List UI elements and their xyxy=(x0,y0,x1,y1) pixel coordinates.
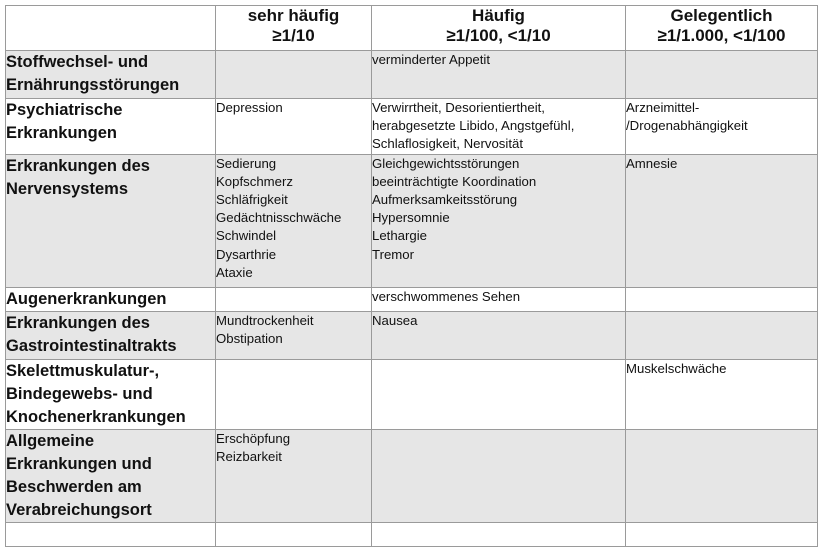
side-effect-entry: verschwommenes Sehen xyxy=(372,288,521,304)
gelegentlich-cell xyxy=(626,522,818,546)
side-effect-entry: herabgesetzte Libido, Angstgefühl, xyxy=(372,118,575,134)
side-effect-entry: Muskelschwäche xyxy=(626,360,727,376)
header-frequency: ≥1/1.000, <1/100 xyxy=(657,26,786,45)
sehr-haeufig-cell xyxy=(216,154,372,287)
side-effect-entry: Schwindel xyxy=(216,228,277,244)
table-row xyxy=(6,51,818,99)
haeufig-cell xyxy=(372,359,626,429)
organ-class-cell xyxy=(6,429,216,522)
organ-class-label: Verabreichungsort xyxy=(6,500,152,519)
organ-class-label: Ernährungsstörungen xyxy=(6,76,180,94)
side-effect-entry: Arzneimittel- xyxy=(626,100,700,115)
sehr-haeufig-cell xyxy=(216,51,372,99)
organ-class-label: Bindegewebs- und xyxy=(6,384,153,403)
organ-class-cell xyxy=(6,522,216,546)
side-effect-entry: Hypersomnie xyxy=(372,210,450,226)
side-effect-entry: /Drogenabhängigkeit xyxy=(626,118,748,134)
side-effect-entry: Gedächtnisschwäche xyxy=(216,210,342,226)
organ-class-label: Erkrankungen des xyxy=(6,156,150,175)
organ-class-cell xyxy=(6,51,216,99)
side-effect-entry: verminderter Appetit xyxy=(372,52,491,67)
header-frequency: ≥1/100, <1/10 xyxy=(446,26,551,45)
header-sehr-haeufig xyxy=(216,6,372,51)
side-effect-entry: Aufmerksamkeitsstörung xyxy=(372,192,518,208)
table-row xyxy=(6,311,818,359)
side-effect-entry: Lethargie xyxy=(372,228,427,244)
side-effect-entry: Nausea xyxy=(372,312,418,328)
sehr-haeufig-cell xyxy=(216,359,372,429)
sehr-haeufig-cell xyxy=(216,522,372,546)
table-body xyxy=(6,51,818,547)
table-row xyxy=(6,522,818,546)
haeufig-cell xyxy=(372,154,626,287)
side-effect-entry: Reizbarkeit xyxy=(216,448,282,464)
sehr-haeufig-cell xyxy=(216,99,372,155)
haeufig-cell xyxy=(372,311,626,359)
side-effect-entry: Erschöpfung xyxy=(216,430,291,446)
organ-class-label: Knochenerkrankungen xyxy=(6,407,186,426)
header-label: sehr häufig xyxy=(247,6,340,25)
side-effect-entry: Obstipation xyxy=(216,330,283,346)
organ-class-cell xyxy=(6,287,216,311)
organ-class-label: Allgemeine xyxy=(6,431,95,450)
header-corner-cell xyxy=(6,6,216,51)
haeufig-cell xyxy=(372,522,626,546)
organ-class-cell xyxy=(6,154,216,287)
side-effect-entry: Dysarthrie xyxy=(216,246,277,262)
organ-class-cell xyxy=(6,311,216,359)
table-row xyxy=(6,429,818,522)
table-row xyxy=(6,99,818,155)
side-effect-entry: Verwirrtheit, Desorientiertheit, xyxy=(372,100,545,115)
gelegentlich-cell xyxy=(626,287,818,311)
table-row xyxy=(6,287,818,311)
side-effect-entry: Depression xyxy=(216,100,283,115)
organ-class-label: Augenerkrankungen xyxy=(6,289,167,308)
gelegentlich-cell xyxy=(626,154,818,287)
side-effect-entry: Schläfrigkeit xyxy=(216,192,288,208)
side-effect-entry: Tremor xyxy=(372,246,415,262)
organ-class-label: Psychiatrische xyxy=(6,101,123,119)
gelegentlich-cell xyxy=(626,429,818,522)
organ-class-label: Nervensystems xyxy=(6,179,128,198)
table-row xyxy=(6,154,818,287)
haeufig-cell xyxy=(372,429,626,522)
organ-class-label: Gastrointestinaltrakts xyxy=(6,336,177,355)
header-frequency: ≥1/10 xyxy=(272,26,315,45)
organ-class-label: Stoffwechsel- und xyxy=(6,53,149,71)
side-effect-entry: Amnesie xyxy=(626,155,678,171)
gelegentlich-cell xyxy=(626,51,818,99)
organ-class-label: Erkrankungen und xyxy=(6,454,152,473)
sehr-haeufig-cell xyxy=(216,287,372,311)
header-haeufig xyxy=(372,6,626,51)
haeufig-cell xyxy=(372,99,626,155)
side-effect-entry: Sedierung xyxy=(216,155,277,171)
organ-class-cell xyxy=(6,99,216,155)
header-row xyxy=(6,6,818,51)
adverse-effects-table xyxy=(5,5,818,547)
side-effect-entry: Kopfschmerz xyxy=(216,173,293,189)
table-row xyxy=(6,359,818,429)
organ-class-cell xyxy=(6,359,216,429)
side-effect-entry: Mundtrockenheit xyxy=(216,312,314,328)
organ-class-label: Erkrankungen des xyxy=(6,313,150,332)
header-gelegentlich xyxy=(626,6,818,51)
header-label: Gelegentlich xyxy=(670,6,773,25)
side-effect-entry: beeinträchtigte Koordination xyxy=(372,173,537,189)
side-effect-entry: Schlaflosigkeit, Nervosität xyxy=(372,136,523,152)
side-effect-entry: Gleichgewichtsstörungen xyxy=(372,155,520,171)
gelegentlich-cell xyxy=(626,99,818,155)
haeufig-cell xyxy=(372,287,626,311)
organ-class-label: Erkrankungen xyxy=(6,124,117,142)
sehr-haeufig-cell xyxy=(216,311,372,359)
gelegentlich-cell xyxy=(626,311,818,359)
header-label: Häufig xyxy=(472,6,525,25)
organ-class-label: Beschwerden am xyxy=(6,477,142,496)
organ-class-label: Skelettmuskulatur-, xyxy=(6,361,160,380)
gelegentlich-cell xyxy=(626,359,818,429)
side-effect-entry: Ataxie xyxy=(216,264,253,280)
sehr-haeufig-cell xyxy=(216,429,372,522)
haeufig-cell xyxy=(372,51,626,99)
